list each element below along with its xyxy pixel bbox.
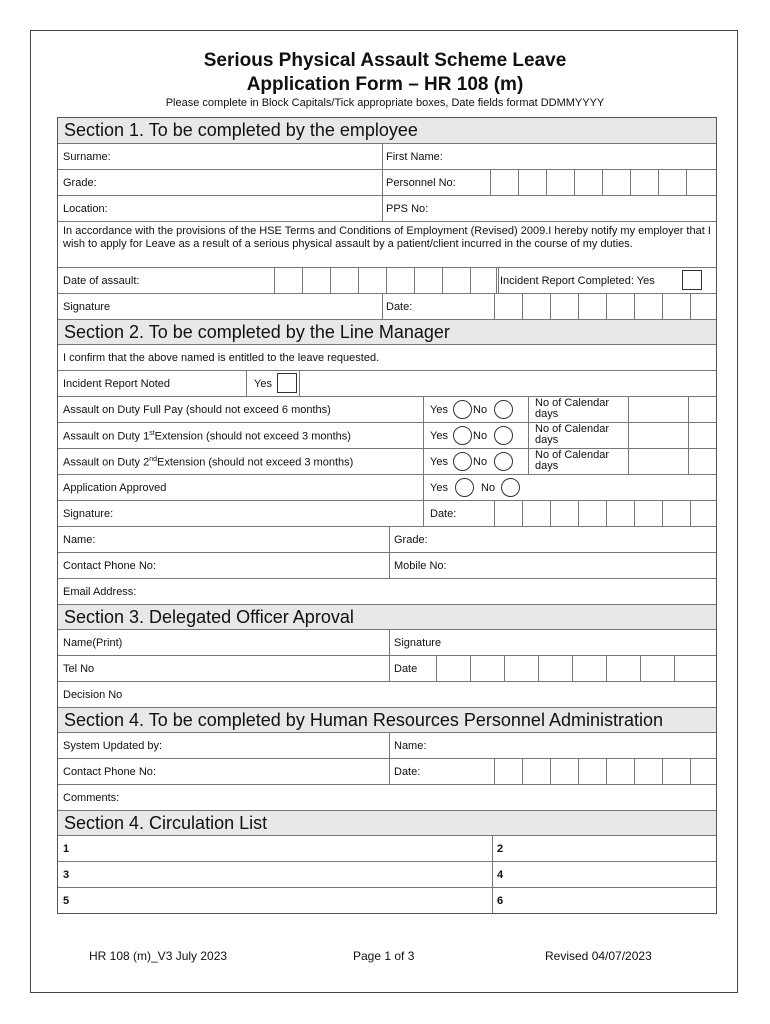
row-comments <box>58 784 716 810</box>
manager-phone-field[interactable]: Contact Phone No: <box>63 560 156 572</box>
date-of-assault-label: Date of assault: <box>63 275 140 287</box>
incident-noted-label: Incident Report Noted <box>63 378 171 390</box>
extension-1-no-label: No <box>473 430 488 442</box>
declaration-text: In accordance with the provisions of the HSE Terms and Conditions of Employment (Revised) 2009.I hereby notify my employer that I wish to apply for Leave as a result of a serious physical assault by a patient/client incurred in the course of my duties. <box>63 225 711 250</box>
approved-yes-radio[interactable] <box>455 478 474 497</box>
circulation-item[interactable]: 6 <box>497 895 504 907</box>
extension-1-yes-label: Yes <box>430 430 448 442</box>
row-decision <box>58 681 716 707</box>
row-signature <box>58 293 716 319</box>
instructions: Please complete in Block Capitals/Tick appropriate boxes, Date fields format DDMMYYYY <box>165 97 605 109</box>
officer-tel-field[interactable]: Tel No <box>63 663 95 675</box>
row-extension-1 <box>58 422 716 448</box>
manager-grade-field[interactable]: Grade: <box>394 534 428 546</box>
row-system-updated <box>58 732 716 758</box>
extension-2-no-label: No <box>473 456 488 468</box>
incident-report-completed-checkbox[interactable] <box>682 270 702 290</box>
manager-date-label: Date: <box>430 508 457 520</box>
circulation-item[interactable]: 2 <box>497 843 504 855</box>
decision-no-field[interactable]: Decision No <box>63 689 123 701</box>
extension-1-yes-radio[interactable] <box>453 426 472 445</box>
row-date-of-assault <box>58 267 716 293</box>
row-hr-phone <box>58 758 716 784</box>
row-approved <box>58 474 716 500</box>
circulation-item[interactable]: 5 <box>63 895 70 907</box>
hr-date-label: Date: <box>394 766 421 778</box>
full-pay-calendar-days-label: No of Calendar days <box>535 397 609 420</box>
circulation-heading: Section 4. Circulation List <box>58 810 716 835</box>
row-surname <box>58 143 716 169</box>
row-manager-email <box>58 578 716 604</box>
extension-2-yes-radio[interactable] <box>453 452 472 471</box>
circulation-item[interactable]: 3 <box>63 869 70 881</box>
date-of-assault-boxes[interactable] <box>274 268 526 293</box>
row-full-pay <box>58 396 716 422</box>
row-location <box>58 195 716 221</box>
section1-heading: Section 1. To be completed by the employee <box>58 118 716 143</box>
row-extension-2 <box>58 448 716 474</box>
pps-no-field[interactable]: PPS No: <box>386 203 429 215</box>
hr-name-field[interactable]: Name: <box>394 740 427 752</box>
employee-signature-field[interactable]: Signature <box>63 301 111 313</box>
form-page <box>30 30 738 993</box>
manager-name-field[interactable]: Name: <box>63 534 96 546</box>
comments-field[interactable]: Comments: <box>63 792 120 804</box>
system-updated-field[interactable]: System Updated by: <box>63 740 163 752</box>
section4-heading: Section 4. To be completed by Human Resources Personnel Administration <box>58 707 716 732</box>
extension-1-calendar-days-label: No of Calendar days <box>535 423 609 446</box>
row-officer-name <box>58 629 716 655</box>
grade-field[interactable]: Grade: <box>63 177 97 189</box>
officer-name-field[interactable]: Name(Print) <box>63 637 123 649</box>
extension-2-label: Assault on Duty 2ndExtension (should not exceed 3 months) <box>63 456 354 469</box>
extension-1-no-radio[interactable] <box>494 426 513 445</box>
approved-label: Application Approved <box>63 482 167 494</box>
footer-page-number: Page 1 of 3 <box>353 949 415 963</box>
approved-no-radio[interactable] <box>501 478 520 497</box>
row-incident-noted <box>58 370 716 396</box>
row-manager-signature <box>58 500 716 526</box>
row-grade <box>58 169 716 195</box>
footer-form-code: HR 108 (m)_V3 July 2023 <box>89 949 228 963</box>
employee-date-label: Date: <box>386 301 413 313</box>
personnel-no-boxes[interactable] <box>490 170 714 195</box>
approved-yes-label: Yes <box>430 482 448 494</box>
full-pay-yes-radio[interactable] <box>453 400 472 419</box>
incident-noted-yes-label: Yes <box>254 378 272 390</box>
officer-signature-field[interactable]: Signature <box>394 637 442 649</box>
full-pay-label: Assault on Duty Full Pay (should not exceed 6 months) <box>63 404 331 416</box>
circulation-row <box>58 861 716 887</box>
circulation-item[interactable]: 4 <box>497 869 504 881</box>
manager-mobile-field[interactable]: Mobile No: <box>394 560 447 572</box>
location-field[interactable]: Location: <box>63 203 108 215</box>
row-manager-phone <box>58 552 716 578</box>
hr-date-boxes[interactable] <box>494 759 718 784</box>
confirm-text: I confirm that the above named is entitled to the leave requested. <box>63 352 380 364</box>
first-name-field[interactable]: First Name: <box>386 151 443 163</box>
manager-email-field[interactable]: Email Address: <box>63 586 137 598</box>
extension-2-no-radio[interactable] <box>494 452 513 471</box>
section2-heading: Section 2. To be completed by the Line Manager <box>58 319 716 344</box>
extension-2-yes-label: Yes <box>430 456 448 468</box>
extension-2-calendar-days-label: No of Calendar days <box>535 449 609 472</box>
incident-noted-checkbox[interactable] <box>277 373 297 393</box>
row-officer-tel <box>58 655 716 681</box>
row-confirm <box>58 344 716 370</box>
manager-date-boxes[interactable] <box>494 501 718 526</box>
officer-date-boxes[interactable] <box>436 656 708 681</box>
extension-1-label: Assault on Duty 1stExtension (should not exceed 3 months) <box>63 430 351 443</box>
personnel-no-label: Personnel No: <box>386 177 456 189</box>
manager-signature-field[interactable]: Signature: <box>63 508 114 520</box>
employee-date-boxes[interactable] <box>494 294 718 319</box>
form-title-line1: Serious Physical Assault Scheme Leave <box>203 50 567 71</box>
row-manager-name <box>58 526 716 552</box>
form-title-line2: Application Form – HR 108 (m) <box>246 74 524 95</box>
hr-phone-field[interactable]: Contact Phone No: <box>63 766 156 778</box>
circulation-row <box>58 835 716 861</box>
section3-heading: Section 3. Delegated Officer Aproval <box>58 604 716 629</box>
declaration-row <box>58 221 716 267</box>
full-pay-yes-label: Yes <box>430 404 448 416</box>
surname-field[interactable]: Surname: <box>63 151 111 163</box>
approved-no-label: No <box>481 482 496 494</box>
circulation-item[interactable]: 1 <box>63 843 70 855</box>
incident-report-completed-label: Incident Report Completed: Yes <box>500 275 655 287</box>
circulation-row <box>58 887 716 913</box>
form-table <box>57 117 717 914</box>
footer-revised-date: Revised 04/07/2023 <box>545 949 652 963</box>
full-pay-no-label: No <box>473 404 488 416</box>
officer-date-label: Date <box>394 663 418 675</box>
full-pay-no-radio[interactable] <box>494 400 513 419</box>
